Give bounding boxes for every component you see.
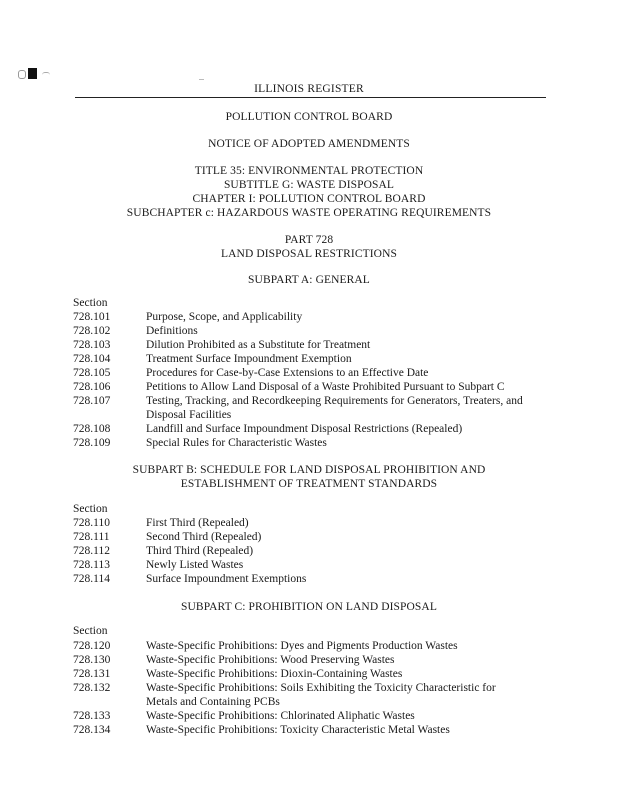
section-title: Dilution Prohibited as a Substitute for Treatment	[146, 339, 371, 351]
section-title: Second Third (Repealed)	[146, 531, 262, 543]
section-label: Section	[73, 297, 108, 309]
section-title: Procedures for Case-by-Case Extensions to an Effective Date	[146, 367, 429, 379]
section-title: Newly Listed Wastes	[146, 559, 244, 571]
scan-artifact-mark	[42, 72, 50, 78]
section-title: Definitions	[146, 325, 198, 337]
section-label: Section	[73, 503, 108, 515]
section-title: Testing, Tracking, and Recordkeeping Requirements for Generators, Treaters, and Disposal Facilities	[146, 395, 523, 421]
section-number: 728.133	[73, 710, 111, 722]
subpart-heading: SUBPART A: GENERAL	[248, 274, 370, 286]
section-title: Waste-Specific Prohibitions: Soils Exhibiting the Toxicity Characteristic for Metals and Containing PCBs	[146, 682, 496, 708]
section-number: 728.107	[73, 395, 111, 407]
scan-artifact-mark	[18, 70, 26, 79]
section-number: 728.130	[73, 654, 111, 666]
title-line: TITLE 35: ENVIRONMENTAL PROTECTION	[194, 165, 424, 177]
section-number: 728.113	[73, 559, 110, 571]
section-title: Purpose, Scope, and Applicability	[146, 311, 303, 323]
chapter-line: CHAPTER I: POLLUTION CONTROL BOARD	[192, 193, 426, 205]
section-title: Waste-Specific Prohibitions: Dioxin-Containing Wastes	[146, 668, 403, 680]
section-number: 728.105	[73, 367, 111, 379]
section-number: 728.104	[73, 353, 111, 365]
subchapter-line: SUBCHAPTER c: HAZARDOUS WASTE OPERATING REQUIREMENTS	[126, 207, 492, 219]
section-number: 728.131	[73, 668, 111, 680]
section-title: Waste-Specific Prohibitions: Dyes and Pigments Production Wastes	[146, 640, 458, 652]
section-title: Special Rules for Characteristic Wastes	[146, 437, 327, 449]
section-title: Waste-Specific Prohibitions: Toxicity Characteristic Metal Wastes	[146, 724, 450, 736]
section-title: Waste-Specific Prohibitions: Wood Preserving Wastes	[146, 654, 395, 666]
section-number: 728.111	[73, 531, 110, 543]
subpart-heading: ESTABLISHMENT OF TREATMENT STANDARDS	[180, 478, 438, 490]
section-number: 728.108	[73, 423, 111, 435]
register-header: ILLINOIS REGISTER	[254, 83, 364, 95]
header-rule	[75, 97, 546, 98]
part-name: LAND DISPOSAL RESTRICTIONS	[221, 248, 397, 260]
subpart-heading: SUBPART C: PROHIBITION ON LAND DISPOSAL	[181, 601, 437, 613]
section-number: 728.132	[73, 682, 111, 694]
section-number: 728.106	[73, 381, 111, 393]
section-number: 728.103	[73, 339, 111, 351]
section-number: 728.112	[73, 545, 110, 557]
section-title: Surface Impoundment Exemptions	[146, 573, 307, 585]
section-title: Landfill and Surface Impoundment Disposal Restrictions (Repealed)	[146, 423, 463, 435]
part-number: PART 728	[284, 234, 334, 246]
section-title: Treatment Surface Impoundment Exemption	[146, 353, 352, 365]
subtitle-line: SUBTITLE G: WASTE DISPOSAL	[223, 179, 395, 191]
section-title: First Third (Repealed)	[146, 517, 249, 529]
section-title: Third Third (Repealed)	[146, 545, 254, 557]
section-title: Waste-Specific Prohibitions: Chlorinated Aliphatic Wastes	[146, 710, 415, 722]
section-number: 728.109	[73, 437, 111, 449]
notice-title: NOTICE OF ADOPTED AMENDMENTS	[208, 138, 410, 150]
section-number: 728.101	[73, 311, 111, 323]
scan-artifact-mark	[28, 68, 37, 79]
section-label: Section	[73, 625, 108, 637]
section-number: 728.102	[73, 325, 111, 337]
section-title: Petitions to Allow Land Disposal of a Waste Prohibited Pursuant to Subpart C	[146, 381, 505, 393]
section-number: 728.114	[73, 573, 110, 585]
board-name: POLLUTION CONTROL BOARD	[225, 111, 393, 123]
subpart-heading: SUBPART B: SCHEDULE FOR LAND DISPOSAL PROHIBITION AND	[132, 464, 486, 476]
section-number: 728.120	[73, 640, 111, 652]
section-number: 728.110	[73, 517, 110, 529]
section-number: 728.134	[73, 724, 111, 736]
